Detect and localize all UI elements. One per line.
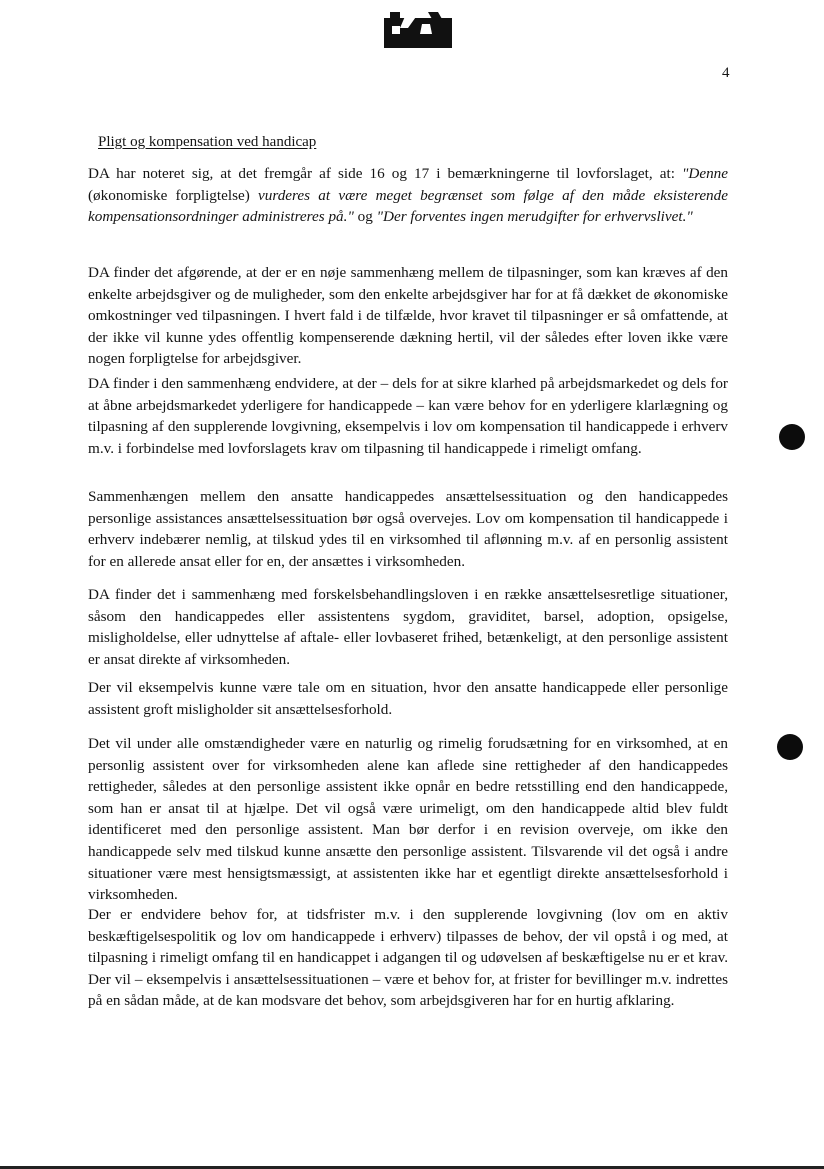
paragraph-6: Der vil eksempelvis kunne være tale om en situation, hvor den ansatte handicappede eller personlige assistent groft misligholder sit ansættelsesforhold. bbox=[88, 679, 728, 718]
paragraph-1 bbox=[88, 163, 728, 228]
paragraph-7: Det vil under alle omstændigheder være en naturlig og rimelig forudsætning for en virksomhed, at en personlig assistent over for virksomheden alene kan aflede sine rettigheder af den handicappedes rettigheder, således at den personlige assistent ikke opnår en bedre retsstilling end den handicappede, som han er ansat til at hjælpe. Det vil også være urimeligt, om den handicappede altid blev fuldt identificeret med den personlige assistent. Man bør derfor i en revision overveje, om ikke den handicappede selv med tilskud kunne ansætte den personlige assistent. Tilsvarende vil det også i andre situationer være mest hensigtsmæssigt, at assistenten ikke har et egentligt direkte ansættelsesforhold i virksomheden. bbox=[88, 735, 728, 904]
paragraph-8: Der er endvidere behov for, at tidsfrister m.v. i den supplerende lovgivning (lov om en aktiv beskæftigelsespolitik og lov om handicappede i erhverv) tilpasses de behov, der vil opstå i og med, at tilpasning i rimeligt omfang til en handicappet i adgangen til og udøvelsen af beskæftigelse nu er et krav. Der vil – eksempelvis i ansættelsessituationen – være et behov for, at frister for bevillinger m.v. indrettes på en sådan måde, at de kan modsvare det behov, som arbejdsgiveren har for en hurtig afklaring. bbox=[88, 906, 728, 1010]
paragraph-3: DA finder i den sammenhæng endvidere, at der – dels for at sikre klarhed på arbejdsmarkedet og dels for at åbne arbejdsmarkedet yderligere for handicappede – kan være behov for en yderligere klarlægning og tilpasning af den supplerende lovgivning, eksempelvis i lov om kompensation til handicappede i erhverv m.v. i forbindelse med lovforslagets krav om tilpasning til handicappede i rimeligt omfang. bbox=[88, 375, 728, 457]
paragraph-1-quote-open: "Denne bbox=[681, 165, 728, 182]
punch-hole-icon bbox=[777, 734, 803, 760]
da-logo-icon bbox=[384, 12, 452, 48]
section-heading: Pligt og kompensation ved handicap bbox=[98, 134, 317, 150]
punch-hole-icon bbox=[779, 424, 805, 450]
paragraph-1-parenthetical: (økonomiske forpligtelse) bbox=[88, 186, 250, 204]
paragraph-1-quote-2: "Der forventes ingen merudgifter for erhvervslivet." bbox=[376, 208, 693, 226]
paragraph-1-intro: DA har noteret sig, at det fremgår af side 16 og 17 i bemærkningerne til lovforslaget, at: bbox=[88, 165, 682, 182]
paragraph-5: DA finder det i sammenhæng med forskelsbehandlingsloven i en række ansættelsesretlige situationer, såsom den handicappedes eller assistentens sygdom, graviditet, barsel, adoption, opsigelse, misligholdelse, eller udnyttelse af aftale- eller lovbaseret frihed, betænkeligt, at den personlige assistent er ansat direkte af virksomheden. bbox=[88, 586, 728, 668]
paragraph-1-quote-rest: vurderes at være meget begrænset som følge af den måde eksisterende kompensationsordninger administreres på." bbox=[88, 186, 728, 226]
page-number: 4 bbox=[722, 65, 730, 81]
paragraph-4: Sammenhængen mellem den ansatte handicappedes ansættelsessituation og den handicappedes personlige assistances ansættelsessituation bør også overvejes. Lov om kompensation til handicappede i erhverv indebærer nemlig, at tilskud ydes til en virksomhed til aflønning m.v. af en personlig assistent for en allerede ansat eller for en, der ansættes i virksomheden. bbox=[88, 488, 728, 570]
paragraph-2: DA finder det afgørende, at der er en nøje sammenhæng mellem de tilpasninger, som kan kræves af den enkelte arbejdsgiver og de muligheder, som den enkelte arbejdsgiver har for at få dækket de økonomiske omkostninger ved tilpasningen. I hvert fald i de tilfælde, hvor kravet til tilpasninger er så omfattende, at der ikke vil kunne ydes offentlig kompenserende dækning hertil, vil der således efter loven ikke være nogen forpligtelse for arbejdsgiver. bbox=[88, 264, 728, 368]
paragraph-1-joiner: og bbox=[353, 208, 377, 226]
